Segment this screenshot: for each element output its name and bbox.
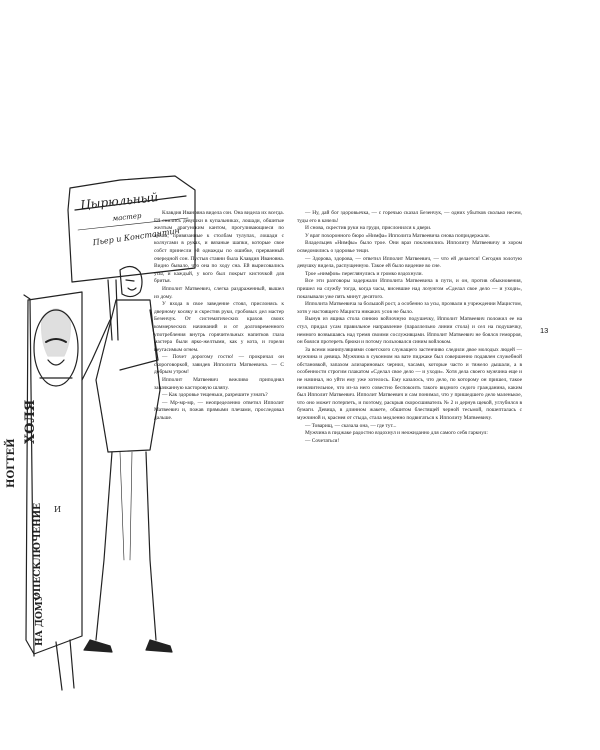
paragraph: — Как здоровье тещеньки, разрешите узнать? bbox=[162, 392, 268, 399]
left-text-column bbox=[154, 210, 284, 423]
paragraph: За всеми манипуляциями советского служащего застенчиво следили двое молодых людей — мужчина и девица. Мужчина в суконном на вате пиджаке был совершенно подавлен служебной обстановкой, запахом ализариновых чернил, часами, которые часто и тяжело дышали, а в особенности строгим плакатом «Сделал свое дело — и уходи». Хотя дела своего мужчина еще и не начинал, но уйти ему уже хотелось. Ему казалось, что дело, по которому он пришел, такое незначительное, что из-за него совестно беспокоить такого видного седого гражданина, каким был Ипполит Матвеевич. Ипполит Матвеевич и сам понимал, что у пришедшего дело маленькое, что оно может потерпеть, и поэтому, раскрыв скоросшиватель № 2 и дернув щекой, углубился в бумаги. Девица, в длинном жакете, обшитом блестящей черной тесьмой, пошепталась с мужчиной и, краснея от стыда, стала медленно подвигаться к Ипполиту Матвеевичу. bbox=[297, 346, 522, 422]
paragraph: — Здорова, здорова, — ответил Ипполит Матвеевич, — что ей делается! Сегодня золотую девушку видела, распущенную. Такое ей было видение во сне. bbox=[297, 255, 522, 270]
paragraph: Владельцев «Нимфы» было трое. Они враз поклонились Ипполиту Матвеевичу и хором осведомились о здоровье тещи. bbox=[297, 240, 522, 254]
paragraph: Вынув из ящика стола синюю войлочную подушечку, Ипполит Матвеевич положил ее на стул, придал усам правильное направление (параллельно линии стола) и сел на подушечку, немного возвышаясь над тремя своими сослуживцами. Ипполит Матвеевич не боялся геморроя, он боялся протереть брюки и потому пользовался синим войлоком. bbox=[297, 316, 522, 346]
paragraph: Ипполита Матвеевича за большой рост, а особенно за усы, прозвали в учреждении Мацистом, хотя у настоящего Мациста никаких усов не было. bbox=[297, 301, 522, 315]
paragraph: Трое «нимфов» переглянулись и громко вздохнули. bbox=[305, 270, 423, 277]
sign-names: Пьер и Константин bbox=[92, 226, 181, 248]
sign-line-1: ХОЛЯ bbox=[23, 399, 38, 444]
right-text-column bbox=[297, 210, 522, 445]
page-number: 13 bbox=[540, 326, 549, 335]
sign-subtitle: мастер bbox=[111, 211, 142, 223]
sign-line-5: НА ДОМУ bbox=[35, 593, 45, 646]
sign-line-4: ОПЕСКЛЮЧЕНИЕ bbox=[33, 502, 43, 600]
paragraph: Мужчина в пиджаке радостно вздохнул и неожиданно для самого себя гаркнул: bbox=[305, 430, 488, 437]
paragraph: У входа в свое заведение стоял, прислонясь к дверному косяку и скрестив руки, гробовых дел мастер Безенчук. От систематических крахов своих коммерческих начинаний и от долговременного употребления внутрь горячительных напитков глаза мастера были ярко-желтыми, как у кота, и горели неугасимым огнем. bbox=[154, 301, 284, 353]
sign-line-3: И bbox=[54, 505, 61, 514]
paragraph: У врат похоронного бюро «Нимфа» Ипполита Матвеевича снова попридержали. bbox=[305, 232, 491, 239]
paragraph: — Ну, дай бог здоровьечка, — с горечью сказал Безенчук, — одних убытков сколько несем, туды его в качель! bbox=[297, 210, 522, 224]
paragraph: И снова, скрестив руки на груди, прислонился к двери. bbox=[305, 225, 432, 232]
paragraph: Все эти разговоры задержали Ипполита Матвеевича в пути, и он, против обыкновения, пришел на службу тогда, когда часы, висевшие над лозунгом «Сделал свое дело — и уходи», показывали уже пять минут десятого. bbox=[297, 278, 522, 300]
paragraph: — Мр-мр-мр, — неопределенно ответил Ипполит Матвеевич и, пожав прямыми плечами, проследовал дальше. bbox=[154, 399, 284, 422]
paragraph: Клавдия Ивановна видела сон. Она видела их всегда. Ей снились девушки в купальниках, лошади, обшитые желтым драгунским кантом, прогуливающиеся по аркам, привязанные к столбам тулупах, лошади с колчугами в руках, и вязаные шапки, которые свое собст принесли ей однажды по ошибке, прерванный очередной сон. Пустыя ставни была Клавдия Ивановна. Видно бывало, что она по ходу сна. Ей вырисовались усы, и каждый, у кого был покрыт кисточкой для бритья. bbox=[154, 210, 284, 285]
paragraph: — Товарищ, — сказала она, — где тут... bbox=[305, 422, 397, 429]
paragraph: — Почет дорогому гостю! — прокричал он скороговоркой, завидев Ипполита Матвеевича. — С добрым утром! bbox=[154, 354, 284, 376]
sign-line-2: НОГТЕЙ bbox=[6, 438, 17, 488]
paragraph: Ипполит Матвеевич, слегка раздраженный, вышел из дому. bbox=[154, 285, 284, 300]
sign-title: Цырюльный bbox=[79, 190, 159, 213]
paragraph: — Сочетаться! bbox=[305, 437, 340, 444]
paragraph: Ипполит Матвеевич вежливо приподнял запачканную касторовую шляпу. bbox=[154, 377, 284, 391]
